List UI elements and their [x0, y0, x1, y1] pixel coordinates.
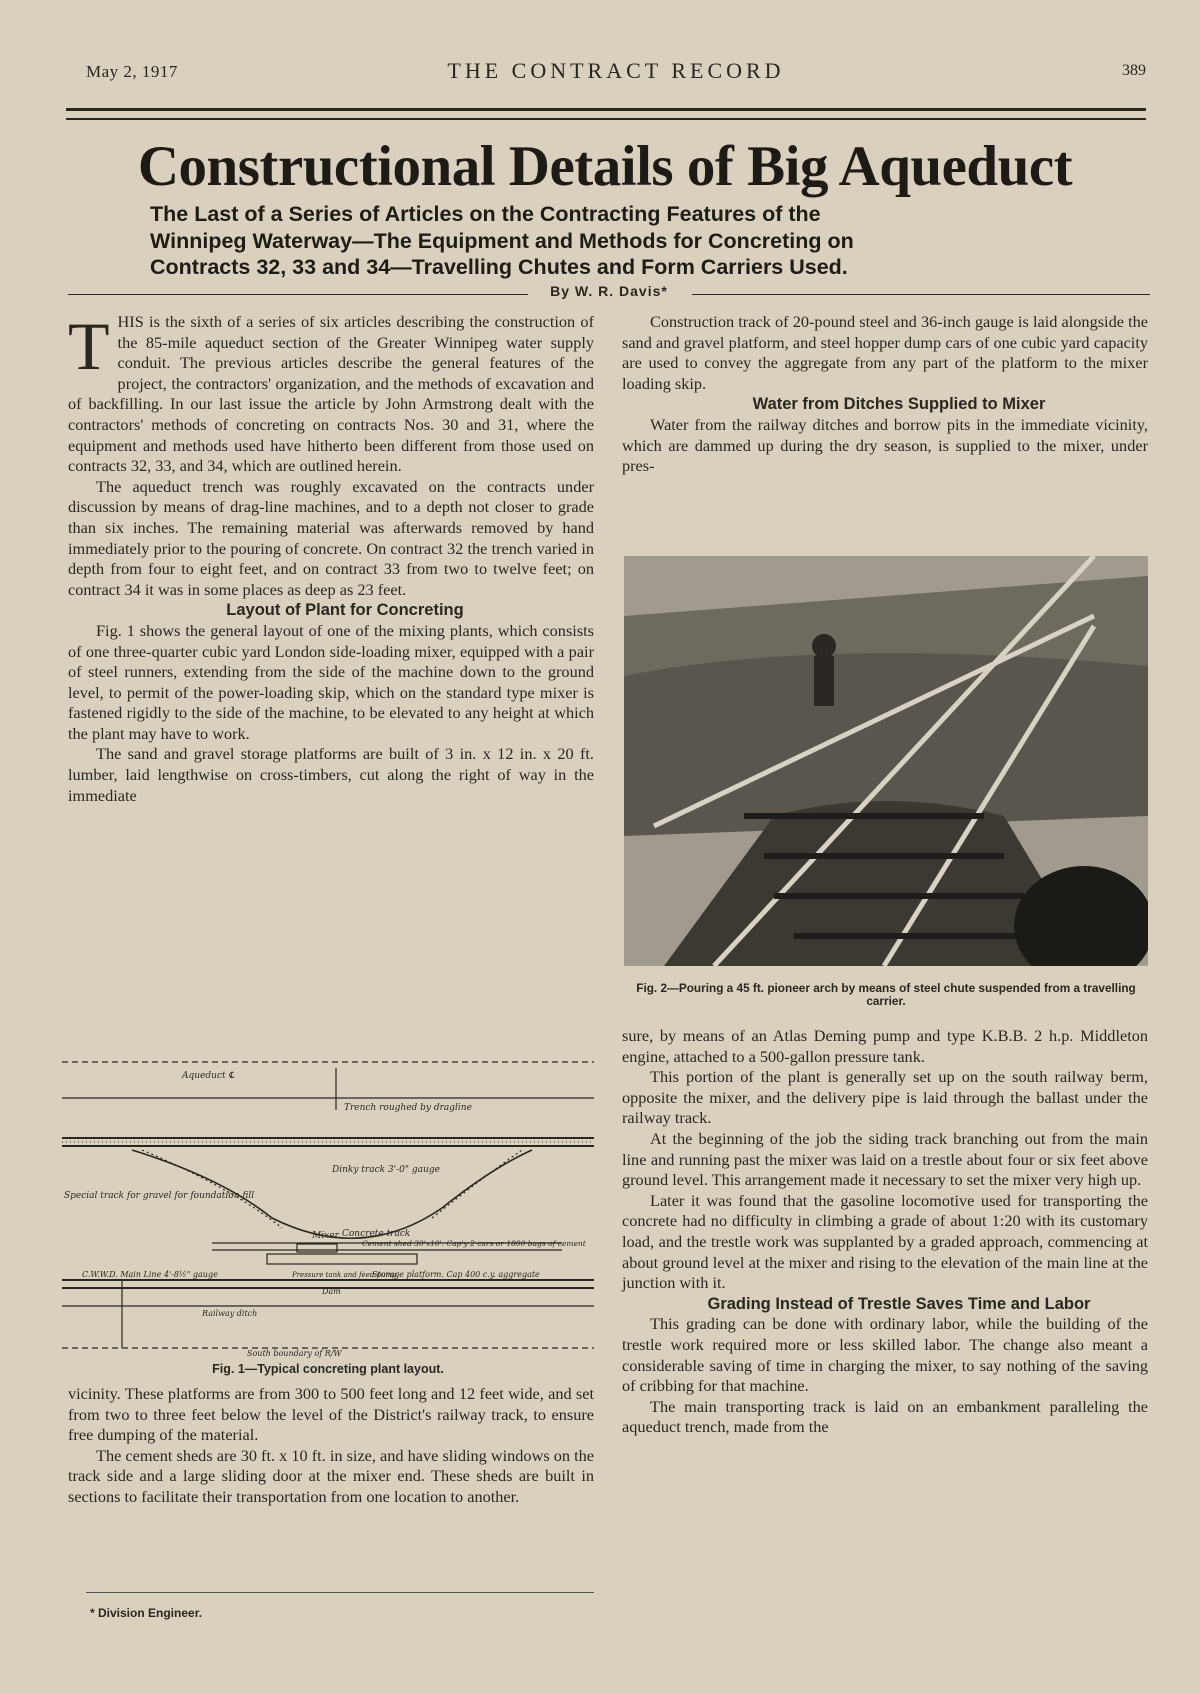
subhead-grading: Grading Instead of Trestle Saves Time and Labor [707, 1294, 1091, 1313]
label-dam: Dam [322, 1287, 341, 1296]
label-mixer: Mixer [312, 1231, 339, 1241]
paragraph: Water from the railway ditches and borrow pits in the immediate vicinity, which are dammed up during the dry season, is supplied to the mixer, under pres- [622, 414, 1148, 476]
journal-name: THE CONTRACT RECORD [447, 58, 785, 83]
label-storage: Storage platform. Cap 400 c.y. aggregate [372, 1270, 540, 1279]
paragraph: Later it was found that the gasoline locomotive used for transporting the concrete had no difficulty in climbing a grade of about 1:20 with its customary load, and the trestle work was supplanted by a graded approach, commencing at about ground level at the mixer and rising to the elevation of the main line at the junction with it. [622, 1190, 1148, 1293]
deck-line: Contracts 32, 33 and 34—Travelling Chutes and Form Carriers Used. [150, 255, 848, 279]
figure-2-caption: Fig. 2—Pouring a 45 ft. pioneer arch by means of steel chute suspended from a travelling carrier. [636, 981, 1136, 1008]
footnote-rule [86, 1592, 594, 1593]
left-column-lower [68, 1384, 594, 1508]
label-trench: Trench roughed by dragline [344, 1103, 472, 1113]
label-pressure: Pressure tank and feed pump [292, 1271, 397, 1279]
running-head [86, 58, 1146, 90]
drop-cap: T [68, 308, 110, 384]
author: By W. R. Davis* [68, 283, 1150, 299]
paragraph: The sand and gravel storage platforms are built of 3 in. x 12 in. x 20 ft. lumber, laid lengthwise on cross-timbers, cut along the right of way in the immediate [68, 744, 594, 805]
figure-1-diagram [62, 1058, 594, 1358]
page-number: 389 [1122, 62, 1146, 79]
paragraph: The main transporting track is laid on an embankment paralleling the aqueduct trench, made from the [622, 1396, 1148, 1437]
label-ditch: Railway ditch [202, 1309, 258, 1318]
subhead-layout: Layout of Plant for Concreting [226, 601, 464, 620]
byline [68, 283, 1150, 305]
deck-line: The Last of a Series of Articles on the Contracting Features of the [150, 202, 821, 226]
label-special: Special track for gravel for foundation fill [64, 1191, 255, 1201]
article-title: Constructional Details of Big Aqueduct [137, 135, 1073, 198]
paragraph: This grading can be done with ordinary labor, while the building of the trestle work required more or less skilled labor. The change also meant a considerable saving of time in charging the mixer, to say nothing of the saving of cribbing for that machine. [622, 1314, 1148, 1396]
paragraph: The aqueduct trench was roughly excavated on the contracts under discussion by means of drag-line machines, and to a depth not closer to grade than six inches. The remaining material was afterwards removed by hand immediately prior to the pouring of concrete. On contract 32 the trench varied in depth from four to eight feet, and on contract 33 from two to twelve feet; on contract 34 it was in some places as deep as 23 feet. [68, 476, 594, 599]
paragraph: At the beginning of the job the siding track branching out from the main line and running past the mixer was laid on a trestle about four or six feet above ground level. This arrangement made it necessary to set the mixer very high up. [622, 1128, 1148, 1190]
paragraph: Construction track of 20-pound steel and 36-inch gauge is laid alongside the sand and gravel platform, and steel hopper dump cars of one cubic yard capacity are used to convey the aggregate from any part of the platform to the mixer loading skip. [622, 312, 1148, 393]
paragraph: sure, by means of an Atlas Deming pump and type K.B.B. 2 h.p. Middleton engine, attached to a 500-gallon pressure tank. [622, 1026, 1148, 1066]
right-column-upper [622, 312, 1148, 477]
header-rule [66, 108, 1146, 120]
label-concrete: Concrete track [342, 1229, 411, 1239]
paragraph: This portion of the plant is generally set up on the south railway berm, opposite the mixer, and the delivery pipe is laid through the ballast under the railway track. [622, 1067, 1148, 1128]
figure-1-caption: Fig. 1—Typical concreting plant layout. [212, 1362, 444, 1376]
subhead-water: Water from Ditches Supplied to Mixer [752, 395, 1046, 414]
label-boundary: South boundary of R/W [247, 1349, 342, 1358]
deck-line: Winnipeg Waterway—The Equipment and Methods for Concreting on [150, 228, 854, 253]
label-main: C.W.W.D. Main Line 4'-8½" gauge [82, 1270, 218, 1279]
label-dinky: Dinky track 3'-0" gauge [332, 1165, 440, 1175]
paragraph: Fig. 1 shows the general layout of one of the mixing plants, which consists of one three-quarter cubic yard London side-loading mixer, equipped with a pair of steel runners, extending from the side of the machine down to the ground level, to permit of the power-loading skip, which on the standard type mixer is fastened rigidly to the side of the machine, to be elevated to any height at which the plant may have to work. [68, 620, 594, 743]
left-column-upper [68, 308, 594, 806]
label-cement: Cement shed 30'x10'. Cap'y 2 cars or 1800 bags of cement [362, 1239, 586, 1248]
paragraph: The cement sheds are 30 ft. x 10 ft. in size, and have sliding windows on the track side and a large sliding door at the mixer end. These sheds are built in sections to facilitate their transportation from one location to another. [68, 1445, 594, 1506]
article-deck [150, 201, 1080, 281]
intro-paragraph: THIS is the sixth of a series of six articles describing the construction of the 85-mile aqueduct section of the Greater Winnipeg water supply conduit. The previous articles describe the general features of the project, the contractors' organization, and the methods of excavation and of backfilling. In our last issue the article by John Armstrong dealt with the contractors' methods of concreting on contracts Nos. 30 and 31, where the equipment and methods used have hitherto been different from those used on contracts 32, 33, and 34, which are outlined herein. [68, 308, 594, 476]
paragraph: vicinity. These platforms are from 300 to 500 feet long and 12 feet wide, and set from two to three feet below the level of the District's railway track, to ensure free dumping of the material. [68, 1384, 594, 1445]
issue-date: May 2, 1917 [86, 62, 178, 81]
footnote: * Division Engineer. [90, 1606, 203, 1620]
right-column-lower [622, 1026, 1148, 1438]
label-aqueduct: Aqueduct ℄ [182, 1071, 235, 1081]
figure-2-photo [624, 556, 1148, 966]
